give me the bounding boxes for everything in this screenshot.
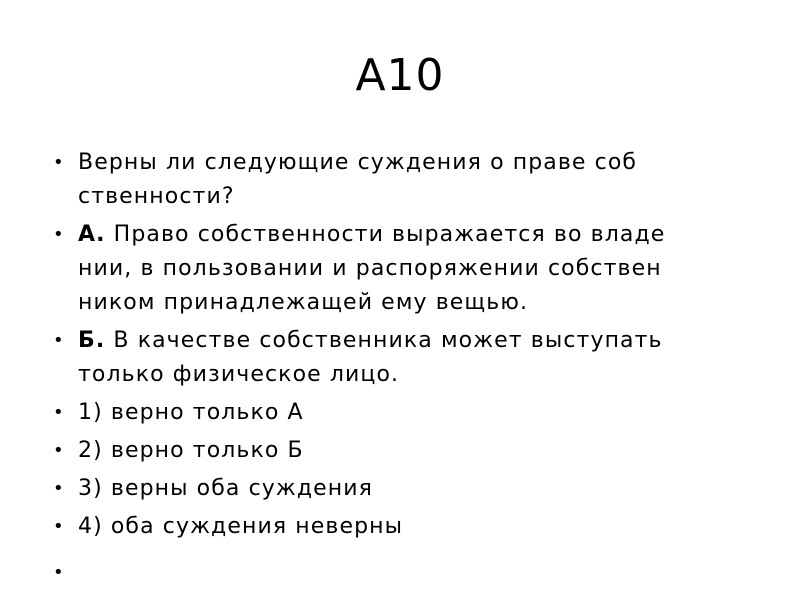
statement-a-label: А. <box>78 222 106 247</box>
statement-b-item <box>48 324 748 392</box>
statement-b-line-2: только физическое лицо. <box>78 362 400 387</box>
question-item <box>48 146 748 214</box>
empty-bullet <box>48 556 748 590</box>
answer-option-3: • 3) верны оба суждения <box>48 472 748 506</box>
answer-option-1: • 1) верно только А <box>48 396 748 430</box>
statement-a-item <box>48 218 748 320</box>
statement-b-label: Б. <box>78 328 106 353</box>
answer-option-2: • 2) верно только Б <box>48 434 748 468</box>
statement-b-line-1: В качестве собственника может выступать <box>105 328 663 353</box>
statement-a-line-2: нии, в пользовании и распоряжении собствен <box>78 256 662 281</box>
question-line-1: • Верны ли следующие суждения о праве соб <box>78 150 638 175</box>
answer-option-4: • 4) оба суждения неверны <box>48 510 748 544</box>
bullet-list <box>48 146 748 594</box>
question-line-2: ственности? <box>78 184 235 209</box>
statement-a-line-3: ником принадлежащей ему вещью. <box>78 290 529 315</box>
statement-a-line-1: Право собственности выражается во владе <box>105 222 666 247</box>
slide-title: А10 <box>355 50 445 101</box>
